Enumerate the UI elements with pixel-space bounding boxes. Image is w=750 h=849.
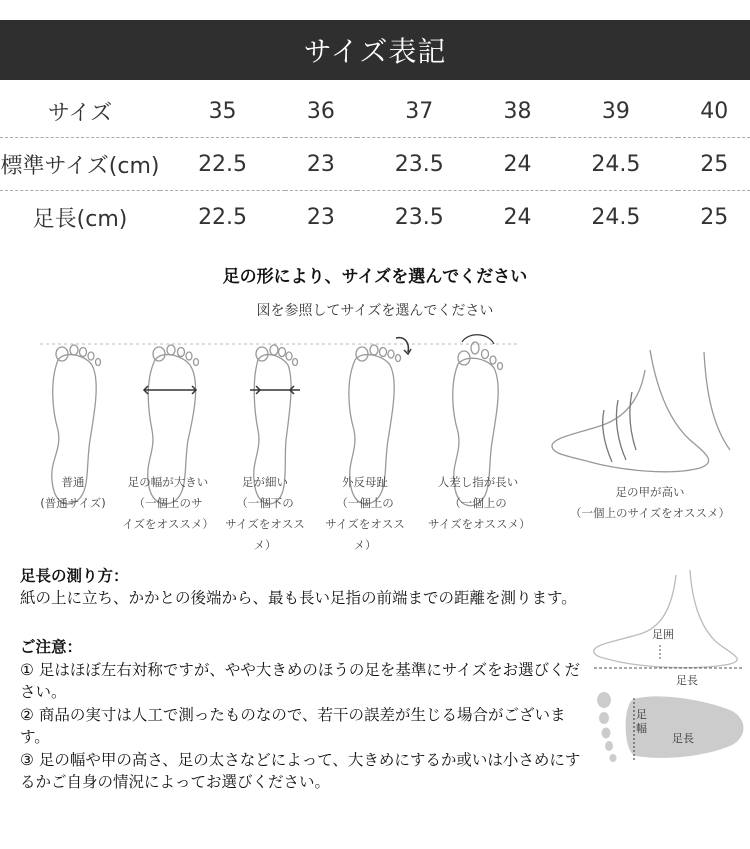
- size-cell: 22.5: [198, 204, 248, 230]
- size-cell: 22.5: [198, 151, 248, 177]
- measure-section: [20, 565, 577, 609]
- note-item-2: ② 商品の実寸は人工で測ったものなので、若干の誤差が生じる場合がございます。: [20, 705, 566, 746]
- foot-type-caption-line: 外反母趾: [342, 475, 388, 489]
- foot-type-caption-line: 人差し指が長い: [437, 475, 519, 489]
- foot-type-caption: [428, 472, 531, 535]
- foot-type-caption-line: イズをオススメ）: [122, 517, 214, 531]
- size-table-row: [0, 85, 750, 137]
- length-sole-label: 足長: [672, 732, 694, 745]
- size-cell: 25: [700, 151, 729, 177]
- girth-label: 足囲: [652, 628, 674, 641]
- notes-section: [20, 636, 590, 794]
- note-item-1: ① 足はほぼ左右対称ですが、やや大きめのほうの足を基準にサイズをお選びください。: [20, 660, 581, 701]
- page-title: サイズ表記: [303, 35, 447, 68]
- foot-type-caption: [560, 482, 740, 524]
- size-cell: 24.5: [591, 204, 641, 230]
- size-cell: 39: [601, 98, 630, 124]
- foot-shape-title: 足の形により、サイズを選んでください: [222, 267, 528, 287]
- foot-shape-subtitle: 図を参照してサイズを選んでください: [256, 303, 494, 319]
- size-cell: 23.5: [394, 204, 444, 230]
- notes-heading: ご注意：: [20, 638, 83, 656]
- size-cell: 23: [306, 151, 335, 177]
- size-row-label: 標準サイズ(cm): [0, 153, 160, 179]
- size-cell: 40: [700, 98, 729, 124]
- size-table-row: [0, 191, 750, 244]
- size-cell: 38: [503, 98, 532, 124]
- size-row-label: 足長(cm): [32, 206, 128, 232]
- size-cell: 35: [208, 98, 237, 124]
- measure-heading: 足長の測り方：: [20, 567, 129, 585]
- foot-type-caption-line: 普通: [61, 475, 85, 489]
- size-cell: 25: [700, 204, 729, 230]
- size-cell: 24: [503, 204, 532, 230]
- foot-type-caption-line: （一個上のサイズをオススメ）: [570, 506, 730, 520]
- foot-type-caption-line: サイズをオススメ）: [325, 517, 405, 552]
- foot-type-caption: [38, 472, 108, 514]
- foot-type-caption-line: （一個下の: [236, 496, 294, 510]
- size-cell: 23.5: [394, 151, 444, 177]
- size-cell: 23: [306, 204, 335, 230]
- size-cell: 24: [503, 151, 532, 177]
- foot-type-caption: [220, 472, 310, 556]
- foot-type-caption-line: 足の幅が大きい: [127, 475, 209, 489]
- size-cell: 37: [405, 98, 434, 124]
- side-foot-icon: [594, 570, 737, 668]
- size-row-label: サイズ: [47, 100, 113, 126]
- size-table-row: [0, 138, 750, 191]
- width-label-2: 幅: [636, 722, 647, 735]
- sole-footprint-icon: [597, 692, 744, 762]
- foot-type-caption-line: サイズをオススメ）: [225, 517, 305, 552]
- size-table: [0, 85, 750, 243]
- note-item-3: ③ 足の幅や甲の高さ、足の太さなどによって、大きめにするか或いは小さめにするかご自身の情況によってお選びください。: [20, 750, 581, 791]
- size-cell: 36: [306, 98, 335, 124]
- foot-type-caption: [118, 472, 218, 535]
- size-cell: 24.5: [591, 151, 641, 177]
- measure-text: 紙の上に立ち、かかとの後端から、最も長い足指の前端までの距離を測ります。: [20, 589, 577, 607]
- foot-measure-diagram: [580, 560, 750, 780]
- foot-type-caption-line: （一個上のサ: [133, 496, 203, 510]
- foot-type-caption: [320, 472, 410, 556]
- high-instep-foot-icon: [552, 350, 730, 472]
- foot-types-illustration: [0, 330, 750, 552]
- foot-type-caption-line: 足の甲が高い: [615, 485, 685, 499]
- foot-type-caption-line: 足が細い: [242, 475, 288, 489]
- length-side-label: 足長: [676, 674, 698, 687]
- header-banner: [0, 20, 750, 80]
- foot-type-caption-line: サイズをオススメ）: [428, 517, 531, 531]
- foot-type-caption-line: (普通サイズ): [40, 496, 106, 510]
- width-label-1: 足: [636, 708, 647, 721]
- foot-type-caption-line: （一個上の: [336, 496, 394, 510]
- foot-type-caption-line: （一個上の: [449, 496, 507, 510]
